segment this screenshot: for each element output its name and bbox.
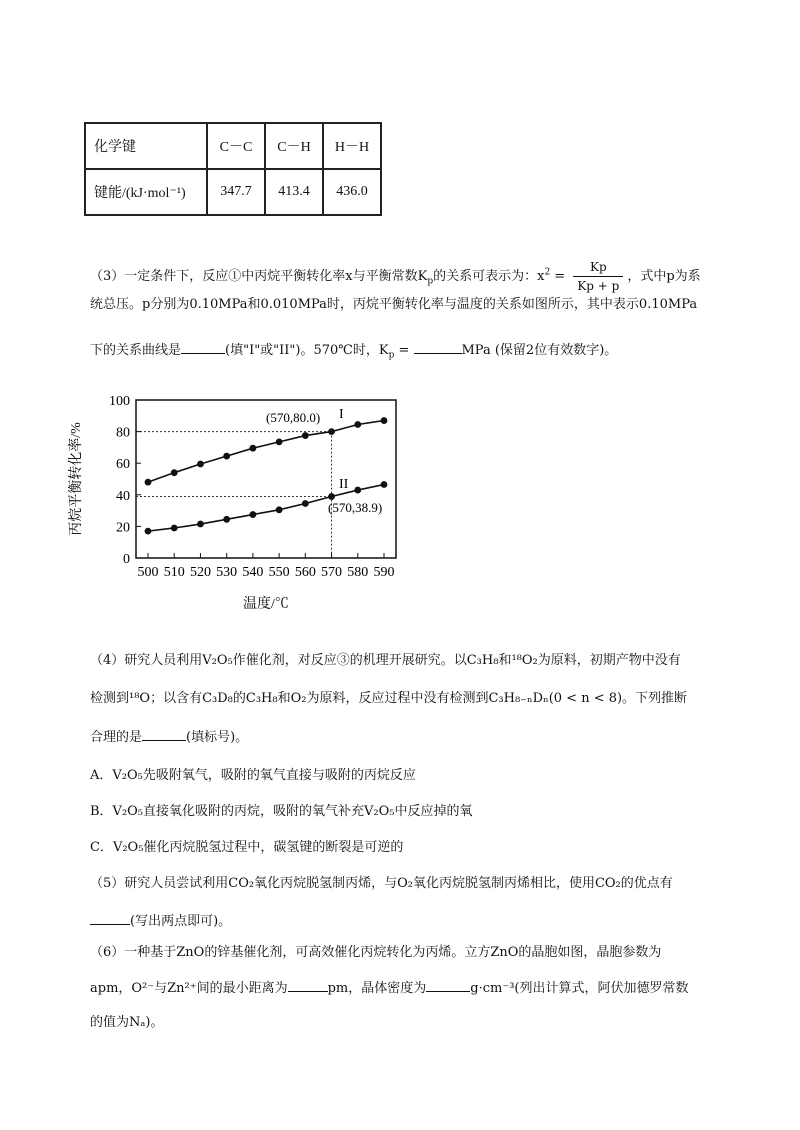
table-header-cell: C－H (265, 123, 323, 169)
q3-text: (填"I"或"II")。570℃时，K (225, 343, 389, 358)
data-point (197, 521, 204, 528)
option-a[interactable]: A．V₂O₅先吸附氧气，吸附的氧气直接与吸附的丙烷反应 (90, 768, 416, 783)
annotation-label: (570,80.0) (266, 410, 321, 425)
series-label: I (339, 407, 344, 422)
answer-blank[interactable] (426, 978, 470, 992)
data-point (171, 525, 178, 532)
data-point (354, 487, 361, 494)
x-tick-label: 560 (294, 565, 316, 580)
answer-blank[interactable] (288, 978, 328, 992)
data-point (328, 493, 335, 500)
answer-blank[interactable] (90, 911, 130, 925)
kp-fraction (573, 258, 623, 295)
y-tick-label: 20 (116, 520, 130, 536)
data-point (381, 481, 388, 488)
q3-sub: p (388, 350, 395, 361)
q3-text: 下的关系曲线是 (90, 343, 182, 358)
annotation-label: (570,38.9) (328, 500, 383, 515)
y-tick-label: 40 (116, 488, 130, 504)
y-tick-label: 80 (116, 425, 130, 441)
x-tick-label: 500 (137, 565, 159, 580)
y-tick-label: 100 (109, 394, 130, 409)
table-row (85, 169, 381, 215)
q6-text: g·cm⁻³(列出计算式，阿伏加德罗常数 (470, 981, 689, 996)
q3-text: = (550, 269, 570, 284)
x-tick-label: 580 (347, 565, 369, 580)
x-tick-label: 550 (268, 565, 290, 580)
conversion-chart (60, 386, 420, 612)
data-point (276, 438, 283, 445)
q3-text: MPa (保留2位有效数字)。 (461, 343, 618, 358)
q3-text: 的关系可表示为：x (433, 269, 545, 284)
answer-blank[interactable] (414, 340, 462, 354)
data-point (171, 469, 178, 476)
q6-line-2 (90, 978, 688, 998)
answer-blank[interactable] (142, 727, 186, 741)
q6-text: pm，晶体密度为 (327, 981, 427, 996)
data-point (197, 461, 204, 468)
x-axis-label: 温度/℃ (243, 597, 289, 612)
table-cell: 347.7 (207, 169, 265, 215)
q3-line-2: 统总压。p分别为0.10MPa和0.010MPa时，丙烷平衡转化率与温度的关系如图所示，其中表示0.10MPa (90, 297, 698, 312)
axis-ticks (109, 394, 395, 580)
answer-blank[interactable] (181, 340, 225, 354)
q5-text: (写出两点即可)。 (130, 914, 232, 929)
data-point (302, 432, 309, 439)
q3-text: ，式中p为系 (627, 269, 701, 284)
table-cell: 436.0 (323, 169, 381, 215)
q5-line-1: （5）研究人员尝试利用CO₂氧化丙烷脱氢制丙烯，与O₂氧化丙烷脱氢制丙烯相比，使用CO₂的优点有 (90, 876, 673, 891)
q6-line-1: （6）一种基于ZnO的锌基催化剂，可高效催化丙烷转化为丙烯。立方ZnO的晶胞如图，晶胞参数为 (90, 945, 662, 960)
q4-line-1: （4）研究人员利用V₂O₅作催化剂，对反应③的机理开展研究。以C₃H₈和¹⁸O₂为原料，初期产物中没有 (90, 653, 681, 668)
option-b[interactable]: B．V₂O₅直接氧化吸附的丙烷，吸附的氧气补充V₂O₅中反应掉的氧 (90, 804, 473, 819)
table-cell: 413.4 (265, 169, 323, 215)
guide-lines (136, 432, 332, 558)
x-tick-label: 520 (189, 565, 211, 580)
data-point (223, 516, 230, 523)
q3-line-3 (90, 340, 617, 360)
data-point (276, 506, 283, 513)
table-row (85, 123, 381, 169)
q4-text: 合理的是 (90, 730, 143, 745)
q3-sub: p (427, 276, 434, 287)
data-point (249, 445, 256, 452)
q3-text: （3）一定条件下，反应①中丙烷平衡转化率x与平衡常数K (90, 269, 428, 284)
x-tick-label: 570 (321, 565, 343, 580)
fraction-numerator: Kp (573, 258, 623, 277)
q4-text: (填标号)。 (186, 730, 249, 745)
q6-line-3: 的值为Nₐ)。 (90, 1015, 164, 1030)
fraction-denominator: Kp + p (577, 279, 620, 293)
q5-line-2 (90, 911, 231, 931)
q4-line-2: 检测到¹⁸O；以含有C₃D₈的C₃H₈和O₂为原料，反应过程中没有检测到C₃H₈₋ₙDₙ(0 < n < 8)。下列推断 (90, 691, 688, 706)
x-tick-label: 590 (373, 565, 395, 580)
series-line-1 (148, 421, 384, 483)
option-c[interactable]: C．V₂O₅催化丙烷脱氢过程中，碳氢键的断裂是可逆的 (90, 840, 404, 855)
data-point (145, 479, 152, 486)
data-point (223, 453, 230, 460)
q4-line-3 (90, 727, 248, 747)
table-header-cell: 化学键 (85, 123, 207, 169)
q3-sup: 2 (544, 267, 551, 278)
x-tick-label: 540 (242, 565, 264, 580)
q3-line-1 (90, 258, 701, 295)
q3-text: = (394, 343, 414, 358)
data-point (354, 421, 361, 428)
data-point (381, 417, 388, 424)
table-header-cell: H－H (323, 123, 381, 169)
x-tick-label: 530 (216, 565, 238, 580)
y-tick-label: 0 (123, 552, 130, 567)
table-row-label: 键能/(kJ·mol⁻¹) (85, 169, 207, 215)
y-axis-label: 丙烷平衡转化率/% (69, 422, 84, 536)
series-label: II (339, 477, 349, 492)
data-point (145, 528, 152, 535)
data-point (328, 428, 335, 435)
bond-energy-table (84, 122, 382, 216)
data-point (249, 511, 256, 518)
data-point (302, 500, 309, 507)
q6-text: apm，O²⁻与Zn²⁺间的最小距离为 (90, 981, 288, 996)
x-tick-label: 510 (163, 565, 185, 580)
y-tick-label: 60 (116, 457, 130, 473)
table-header-cell: C－C (207, 123, 265, 169)
series-layer (145, 417, 388, 534)
